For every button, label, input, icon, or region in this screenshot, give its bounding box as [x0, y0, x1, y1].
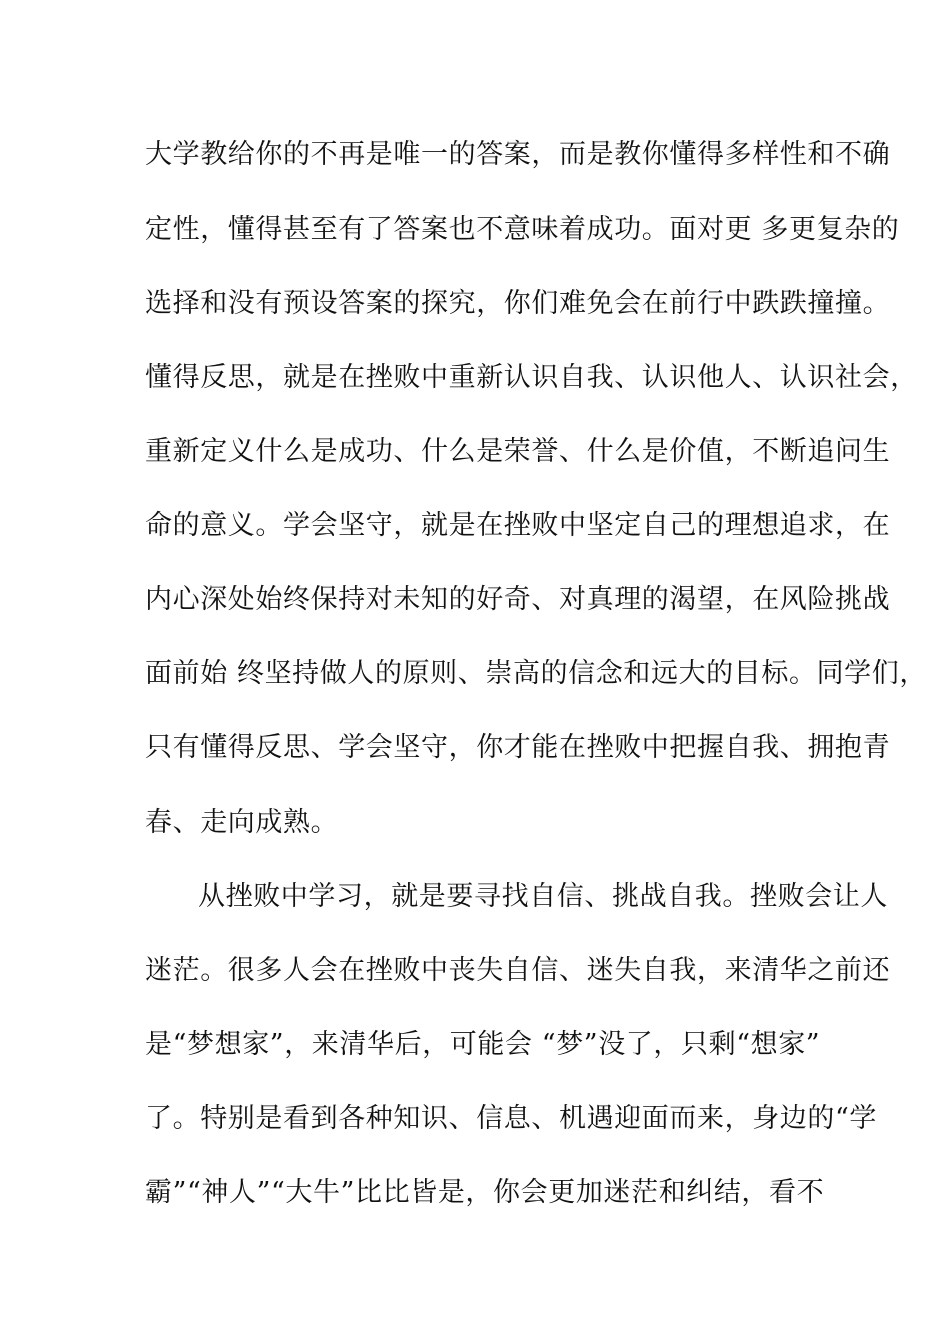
text-line: 重新定义什么是成功、什么是荣誉、什么是价值，不断追问生 [145, 436, 891, 467]
text-line: 选择和没有预设答案的探究，你们难免会在前行中跌跌撞撞。 [145, 288, 891, 319]
text-line: 懂得反思，就是在挫败中重新认识自我、认识他人、认识社会， [145, 362, 918, 393]
text-line: 内心深处始终保持对未知的好奇、对真理的渴望，在风险挑战 [145, 584, 891, 615]
text-line: 只有懂得反思、学会坚守，你才能在挫败中把握自我、拥抱青 [145, 732, 891, 763]
text-line: 霸”“神人”“大牛”比比皆是，你会更加迷茫和纠结，看不 [145, 1177, 825, 1208]
text-line: 是“梦想家”，来清华后，可能会 “梦”没了，只剩“想家” [145, 1029, 821, 1060]
text-line: 了。特别是看到各种知识、信息、机遇迎面而来，身边的“学 [145, 1103, 878, 1134]
text-line: 面前始 终坚持做人的原则、崇高的信念和远大的目标。同学们， [145, 658, 927, 689]
text-line: 大学教给你的不再是唯一的答案，而是教你懂得多样性和不确 [145, 139, 891, 170]
paragraph-first-line: 从挫败中学习，就是要寻找自信、挑战自我。挫败会让人 [198, 881, 888, 912]
text-line: 命的意义。学会坚守，就是在挫败中坚定自己的理想追求，在 [145, 510, 891, 541]
text-line: 迷茫。很多人会在挫败中丧失自信、迷失自我，来清华之前还 [145, 955, 891, 986]
text-line: 定性，懂得甚至有了答案也不意味着成功。面对更 多更复杂的 [145, 214, 900, 245]
text-line: 春、走向成熟。 [145, 807, 339, 838]
